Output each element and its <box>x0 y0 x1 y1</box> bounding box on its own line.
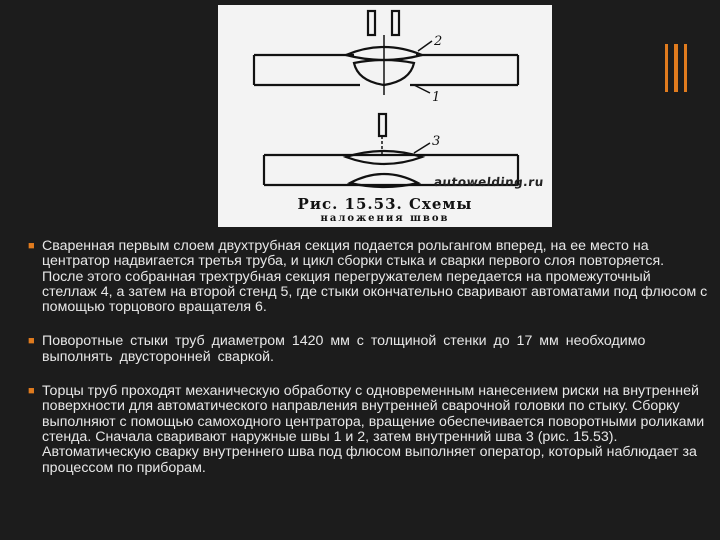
decorative-accent-bar <box>665 44 687 92</box>
weld-diagram <box>218 5 552 227</box>
watermark-text: autowelding.ru <box>433 175 545 189</box>
list-item-text: Торцы труб проходят механическую обработку с одновременным нанесением риски на внутренней поверхности для автоматического направления внутренней сварочной головки по стыку. Сборку выполняют с помощью самоходного центратора, вращение обеспечивается поворотными роликами стенда. Сначала сваривают наружные швы 1 и 2, затем внутренний шва 3 (рис. 15.53). Автоматическую сварку внутреннего шва под флюсом выполняет оператор, который наблюдает за процессом по приборам. <box>42 383 705 476</box>
label-1: 1 <box>432 90 441 105</box>
electrode-middle <box>379 114 386 136</box>
square-bullet-icon: ■ <box>28 385 35 398</box>
label-2: 2 <box>434 34 443 49</box>
square-bullet-icon: ■ <box>28 240 35 252</box>
list-item-text: Сваренная первым слоем двухтрубная секция подается рольгангом вперед, на ее место на центратор надвигается третья труба, и цикл сборки стыка и сварки первого слоя повторяется. После этого собранная трехтрубная секция перегружателем передается на промежуточный стеллаж 4, а затем на второй стенд 5, где стыки окончательно сваривают автоматами под флюсом с помощью торцового вращателя 6. <box>42 238 708 316</box>
figure-caption-line2: наложения швов <box>320 213 450 224</box>
list-item-text: Поворотные стыки труб диаметром 1420 мм с толщиной стенки до 17 мм необходимо выполнять двусторонней сваркой. <box>42 333 646 365</box>
weld-diagram-figure <box>218 5 552 227</box>
electrode-top-right <box>392 11 399 35</box>
figure-caption-line1: Рис. 15.53. Схемы <box>297 195 473 213</box>
label-3: 3 <box>432 134 441 149</box>
list-item <box>28 384 708 476</box>
weld-bead-outer-bottom <box>346 151 422 164</box>
list-item <box>28 334 708 365</box>
bullet-list <box>28 239 708 476</box>
electrode-top-left <box>368 11 375 35</box>
list-item <box>28 239 708 315</box>
square-bullet-icon: ■ <box>28 335 35 348</box>
